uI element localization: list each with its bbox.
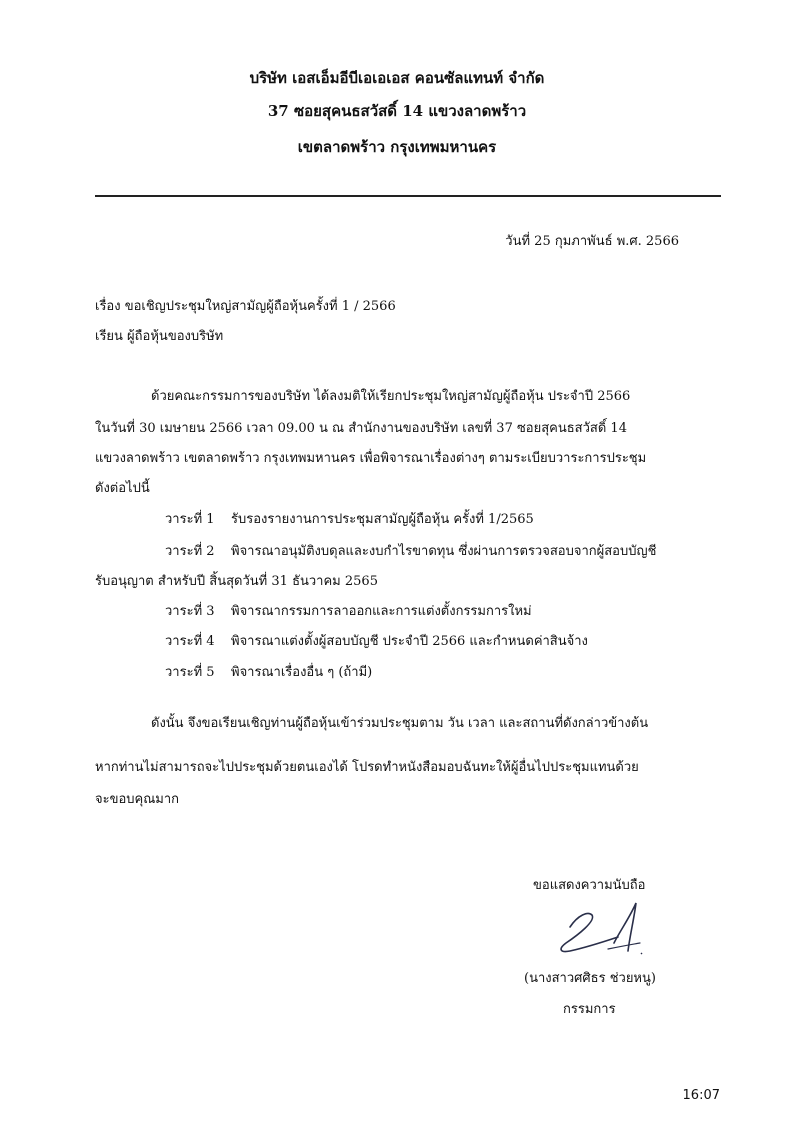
agenda-number: วาระที่ 5 (165, 665, 215, 680)
agenda-number: วาระที่ 1 (165, 512, 215, 527)
regards-text: ขอแสดงความนับถือ (533, 878, 646, 893)
signatory-position: กรรมการ (563, 1002, 616, 1017)
signatory-name: (นางสาวศศิธร ช่วยหนู) (524, 971, 656, 986)
agenda-number: วาระที่ 3 (165, 604, 215, 619)
letter-subject: เรื่อง ขอเชิญประชุมใหญ่สามัญผู้ถือหุ้นครั้งที่ 1 / 2566 (95, 299, 396, 314)
intro-line-2: ในวันที่ 30 เมษายน 2566 เวลา 09.00 น ณ สำนักงานของบริษัท เลขที่ 37 ซอยสุคนธสวัสดิ์ 14 (95, 421, 627, 436)
closing-line-1: ดังนั้น จึงขอเรียนเชิญท่านผู้ถือหุ้นเข้าร่วมประชุมตาม วัน เวลา และสถานที่ดังกล่าวข้างต้น (151, 716, 649, 731)
timestamp: 16:07 (682, 1088, 720, 1103)
agenda-item-2 (165, 544, 656, 560)
agenda-item-2-continuation: รับอนุญาต สำหรับปี สิ้นสุดวันที่ 31 ธันวาคม 2565 (95, 574, 378, 589)
agenda-text: พิจารณาแต่งตั้งผู้สอบบัญชี ประจำปี 2566 และกำหนดค่าสินจ้าง (231, 634, 588, 649)
agenda-text: พิจารณาเรื่องอื่น ๆ (ถ้ามี) (231, 665, 373, 680)
letter-date: วันที่ 25 กุมภาพันธ์ พ.ศ. 2566 (505, 234, 679, 249)
intro-line-4: ดังต่อไปนี้ (95, 481, 150, 496)
letter-recipient: เรียน ผู้ถือหุ้นของบริษัท (95, 329, 224, 344)
address-line-1: 37 ซอยสุคนธสวัสดิ์ 14 แขวงลาดพร้าว (267, 102, 527, 120)
agenda-text: พิจารณากรรมการลาออกและการแต่งตั้งกรรมการใหม่ (231, 604, 532, 619)
header-divider (95, 195, 721, 197)
agenda-item-4 (165, 634, 588, 650)
intro-line-3: แขวงลาดพร้าว เขตลาดพร้าว กรุงเทพมหานคร เพื่อพิจารณาเรื่องต่างๆ ตามระเบียบวาระการประชุม (95, 451, 647, 466)
intro-line-1: ด้วยคณะกรรมการของบริษัท ได้ลงมติให้เรียกประชุมใหญ่สามัญผู้ถือหุ้น ประจำปี 2566 (151, 389, 631, 404)
address-line-2: เขตลาดพร้าว กรุงเทพมหานคร (297, 138, 497, 156)
agenda-number: วาระที่ 2 (165, 544, 215, 559)
closing-line-2: หากท่านไม่สามารถจะไปประชุมด้วยตนเองได้ โปรดทำหนังสือมอบฉันทะให้ผู้อื่นไปประชุมแทนด้วย (95, 760, 639, 775)
closing-line-3: จะขอบคุณมาก (95, 792, 180, 807)
agenda-item-3 (165, 604, 532, 620)
agenda-item-1 (165, 512, 534, 528)
signature-image (548, 897, 648, 959)
company-name: บริษัท เอสเอ็มอีบีเอเอเอส คอนซัลแทนท์ จำกัด (249, 69, 545, 87)
agenda-number: วาระที่ 4 (165, 634, 215, 649)
agenda-text: พิจารณาอนุมัติงบดุลและงบกำไรขาดทุน ซึ่งผ่านการตรวจสอบจากผู้สอบบัญชี (231, 544, 657, 559)
agenda-text: รับรองรายงานการประชุมสามัญผู้ถือหุ้น ครั้งที่ 1/2565 (231, 512, 534, 527)
agenda-item-5 (165, 665, 372, 681)
